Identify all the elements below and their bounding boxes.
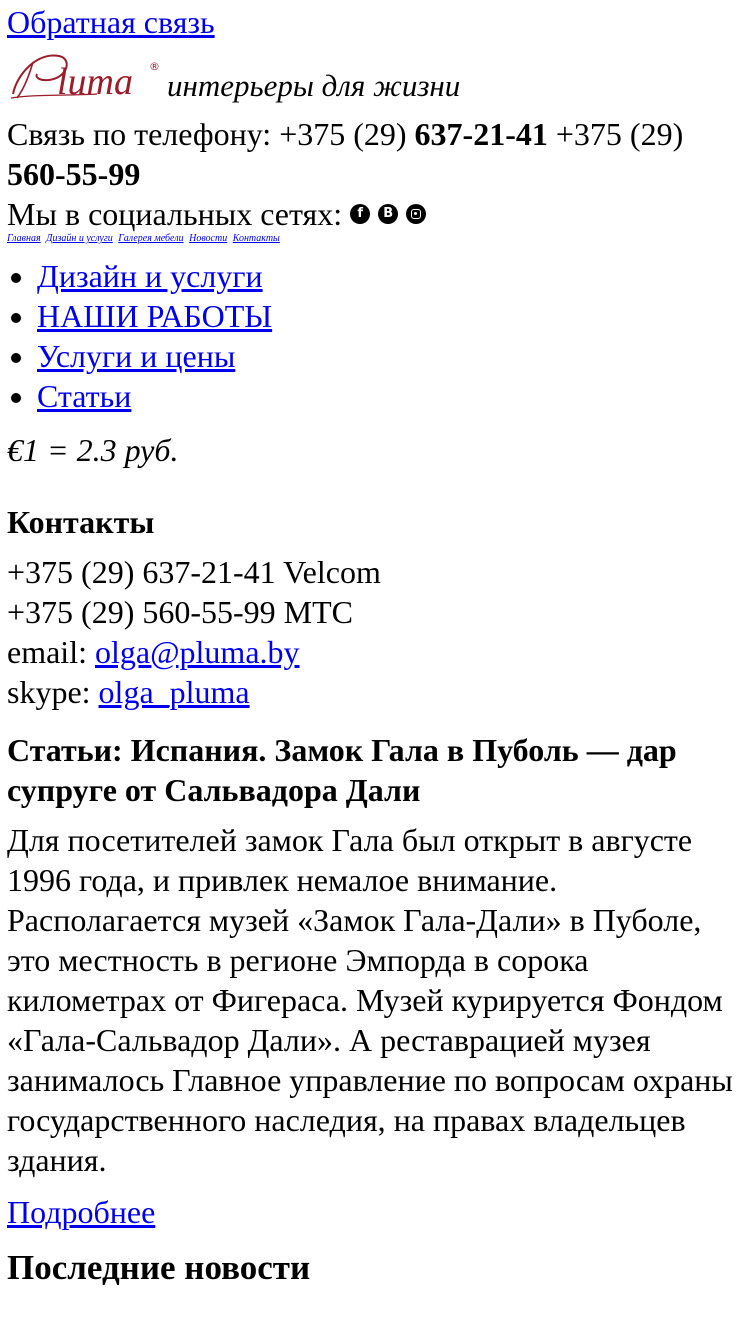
phone2-number: 560-55-99	[7, 156, 141, 192]
contact-phone-velcom: +375 (29) 637-21-41 Velcom	[7, 554, 381, 590]
contacts-section	[7, 502, 743, 712]
mini-nav-gallery[interactable]: Галерея мебели	[118, 233, 184, 244]
skype-link[interactable]: olga_pluma	[98, 674, 250, 710]
mini-nav-design[interactable]: Дизайн и услуги	[46, 233, 113, 244]
menu-item	[37, 376, 743, 416]
mini-nav-news[interactable]: Новости	[189, 233, 228, 244]
menu-item-works[interactable]: НАШИ РАБОТЫ	[37, 298, 273, 334]
latest-news-title: Последние новости	[7, 1248, 311, 1287]
breadcrumb-nav	[7, 232, 743, 246]
pluma-logo-graphic	[7, 44, 165, 108]
main-menu	[7, 256, 743, 416]
article-section	[7, 730, 743, 1232]
menu-item	[37, 336, 743, 376]
mini-nav-contacts[interactable]: Контакты	[232, 233, 280, 244]
phone-label: Связь по телефону:	[7, 116, 272, 152]
feedback-link[interactable]: Обратная связь	[7, 4, 215, 40]
menu-item	[37, 256, 743, 296]
social-row	[7, 194, 743, 234]
svg-text:luma: luma	[57, 61, 133, 103]
tagline: интерьеры для жизни	[167, 68, 461, 103]
contacts-title: Контакты	[7, 504, 155, 540]
read-more-link[interactable]: Подробнее	[7, 1194, 156, 1230]
phone2-prefix: +375 (29)	[555, 116, 684, 152]
menu-item	[37, 296, 743, 336]
contact-email-row	[7, 632, 743, 672]
vk-icon[interactable]: B	[378, 204, 398, 224]
menu-item-articles[interactable]: Статьи	[37, 378, 132, 414]
phone-block	[7, 114, 743, 194]
article-text: Для посетителей замок Гала был открыт в августе 1996 года, и привлек немалое внимание. Располагается музей «Замок Гала-Дали» в Пуболе, это местность в регионе Эмпорда в сорока километрах от Фигераса. Музей курируется Фондом «Гала-Сальвадор Дали». А реставрацией музея занималось Главное управление по вопросам охраны государственного наследия, на правах владельцев здания.	[7, 822, 733, 1178]
email-label: email:	[7, 634, 87, 670]
social-label: Мы в социальных сетях:	[7, 196, 343, 232]
logo-row	[7, 44, 743, 108]
article-title: Статьи: Испания. Замок Гала в Пуболь — дар супруге от Сальвадора Дали	[7, 732, 677, 808]
email-link[interactable]: olga@pluma.by	[94, 634, 300, 670]
svg-text:®: ®	[149, 60, 160, 73]
pluma-logo[interactable]	[7, 44, 165, 108]
phone1-prefix: +375 (29)	[279, 116, 407, 152]
mini-nav-home[interactable]: Главная	[7, 233, 41, 244]
phone1-number: 637-21-41	[414, 116, 548, 152]
facebook-icon[interactable]: f	[350, 204, 370, 224]
instagram-icon[interactable]	[406, 204, 426, 224]
contact-skype-row	[7, 672, 743, 712]
contact-phone-mts: +375 (29) 560-55-99 МТС	[7, 594, 354, 630]
skype-label: skype:	[7, 674, 91, 710]
exchange-rate: €1 = 2.3 руб.	[7, 432, 179, 468]
menu-item-design[interactable]: Дизайн и услуги	[37, 258, 263, 294]
menu-item-prices[interactable]: Услуги и цены	[37, 338, 236, 374]
